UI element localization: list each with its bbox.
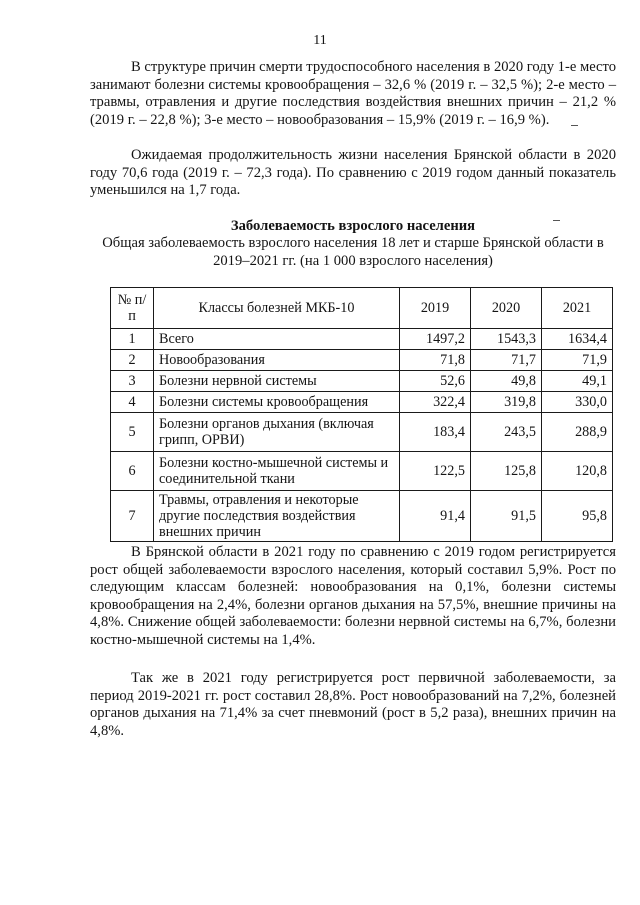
row-number: 7 <box>111 491 154 542</box>
paragraph-death-causes: В структуре причин смерти трудоспособного населения в 2020 году 1-е место занимают болезни системы кровообращения – 32,6 % (2019 г. – 32,5 %); 2-е место – травмы, отравления и другие последствия воздействия внешних причин – 21,2 % (2019 г. – 22,8 %); 3-е место – новообразования – 15,9% (2019 г. – 16,9 %). <box>90 59 616 128</box>
row-value-2019: 91,4 <box>400 491 471 542</box>
row-disease-class: Болезни костно-мышечной системы и соединительной ткани <box>154 452 400 491</box>
page-number: 11 <box>313 33 327 48</box>
header-number: № п/п <box>111 288 154 329</box>
row-value-2021: 1634,4 <box>542 329 613 350</box>
row-value-2020: 1543,3 <box>471 329 542 350</box>
table-row <box>111 491 613 542</box>
row-value-2021: 120,8 <box>542 452 613 491</box>
row-disease-class: Травмы, отравления и некоторые другие последствия воздействия внешних причин <box>154 491 400 542</box>
row-value-2020: 49,8 <box>471 371 542 392</box>
row-value-2021: 71,9 <box>542 350 613 371</box>
row-value-2021: 288,9 <box>542 413 613 452</box>
row-number: 6 <box>111 452 154 491</box>
header-disease-class: Классы болезней МКБ-10 <box>154 288 400 329</box>
section-title: Заболеваемость взрослого населения <box>230 218 476 234</box>
row-value-2019: 52,6 <box>400 371 471 392</box>
row-value-2019: 322,4 <box>400 392 471 413</box>
header-year-2020: 2020 <box>471 288 542 329</box>
row-value-2021: 95,8 <box>542 491 613 542</box>
row-disease-class: Болезни нервной системы <box>154 371 400 392</box>
row-value-2020: 319,8 <box>471 392 542 413</box>
paragraph-primary-morbidity: Так же в 2021 году регистрируется рост первичной заболеваемости, за период 2019-2021 гг. рост составил 28,8%. Рост новообразований на 7,2%, болезней органов дыхания на 71,4% за счет пневмоний (рост в 5,2 раза), внешних причин на 4,8%. <box>90 670 616 739</box>
section-subtitle: Общая заболеваемость взрослого населения 18 лет и старше Брянской области в 2019–2021 гг. (на 1 000 взрослого населения) <box>102 235 604 269</box>
row-value-2019: 71,8 <box>400 350 471 371</box>
row-disease-class: Новообразования <box>154 350 400 371</box>
row-value-2019: 1497,2 <box>400 329 471 350</box>
row-value-2021: 49,1 <box>542 371 613 392</box>
row-value-2020: 243,5 <box>471 413 542 452</box>
table-row <box>111 350 613 371</box>
paragraph-life-expectancy: Ожидаемая продолжительность жизни населения Брянской области в 2020 году 70,6 года (2019 г. – 72,3 года). По сравнению с 2019 годом данный показатель уменьшился на 1,7 года. <box>90 147 616 198</box>
row-number: 1 <box>111 329 154 350</box>
row-disease-class: Болезни органов дыхания (включая грипп, ОРВИ) <box>154 413 400 452</box>
row-value-2020: 91,5 <box>471 491 542 542</box>
header-year-2021: 2021 <box>542 288 613 329</box>
row-number: 4 <box>111 392 154 413</box>
morbidity-table <box>110 287 613 542</box>
table-header-row <box>111 288 613 329</box>
paragraph-general-morbidity: В Брянской области в 2021 году по сравнению с 2019 годом регистрируется рост общей заболеваемости взрослого населения, который составил 5,9%. Рост по следующим классам болезней: новообразования на 0,1%, болезни системы кровообращения на 2,4%, болезни органов дыхания на 57,5%, внешние причины на 4,8%. Снижение общей заболеваемости: болезни нервной системы на 6,7%, болезни костно-мышечной системы на 1,4%. <box>90 544 616 648</box>
row-value-2020: 125,8 <box>471 452 542 491</box>
row-number: 2 <box>111 350 154 371</box>
table-row <box>111 392 613 413</box>
row-number: 3 <box>111 371 154 392</box>
row-value-2020: 71,7 <box>471 350 542 371</box>
table-row <box>111 452 613 491</box>
table-row <box>111 329 613 350</box>
header-year-2019: 2019 <box>400 288 471 329</box>
row-disease-class: Болезни системы кровообращения <box>154 392 400 413</box>
table-row <box>111 413 613 452</box>
row-number: 5 <box>111 413 154 452</box>
row-value-2019: 183,4 <box>400 413 471 452</box>
row-value-2021: 330,0 <box>542 392 613 413</box>
table-row <box>111 371 613 392</box>
row-disease-class: Всего <box>154 329 400 350</box>
row-value-2019: 122,5 <box>400 452 471 491</box>
